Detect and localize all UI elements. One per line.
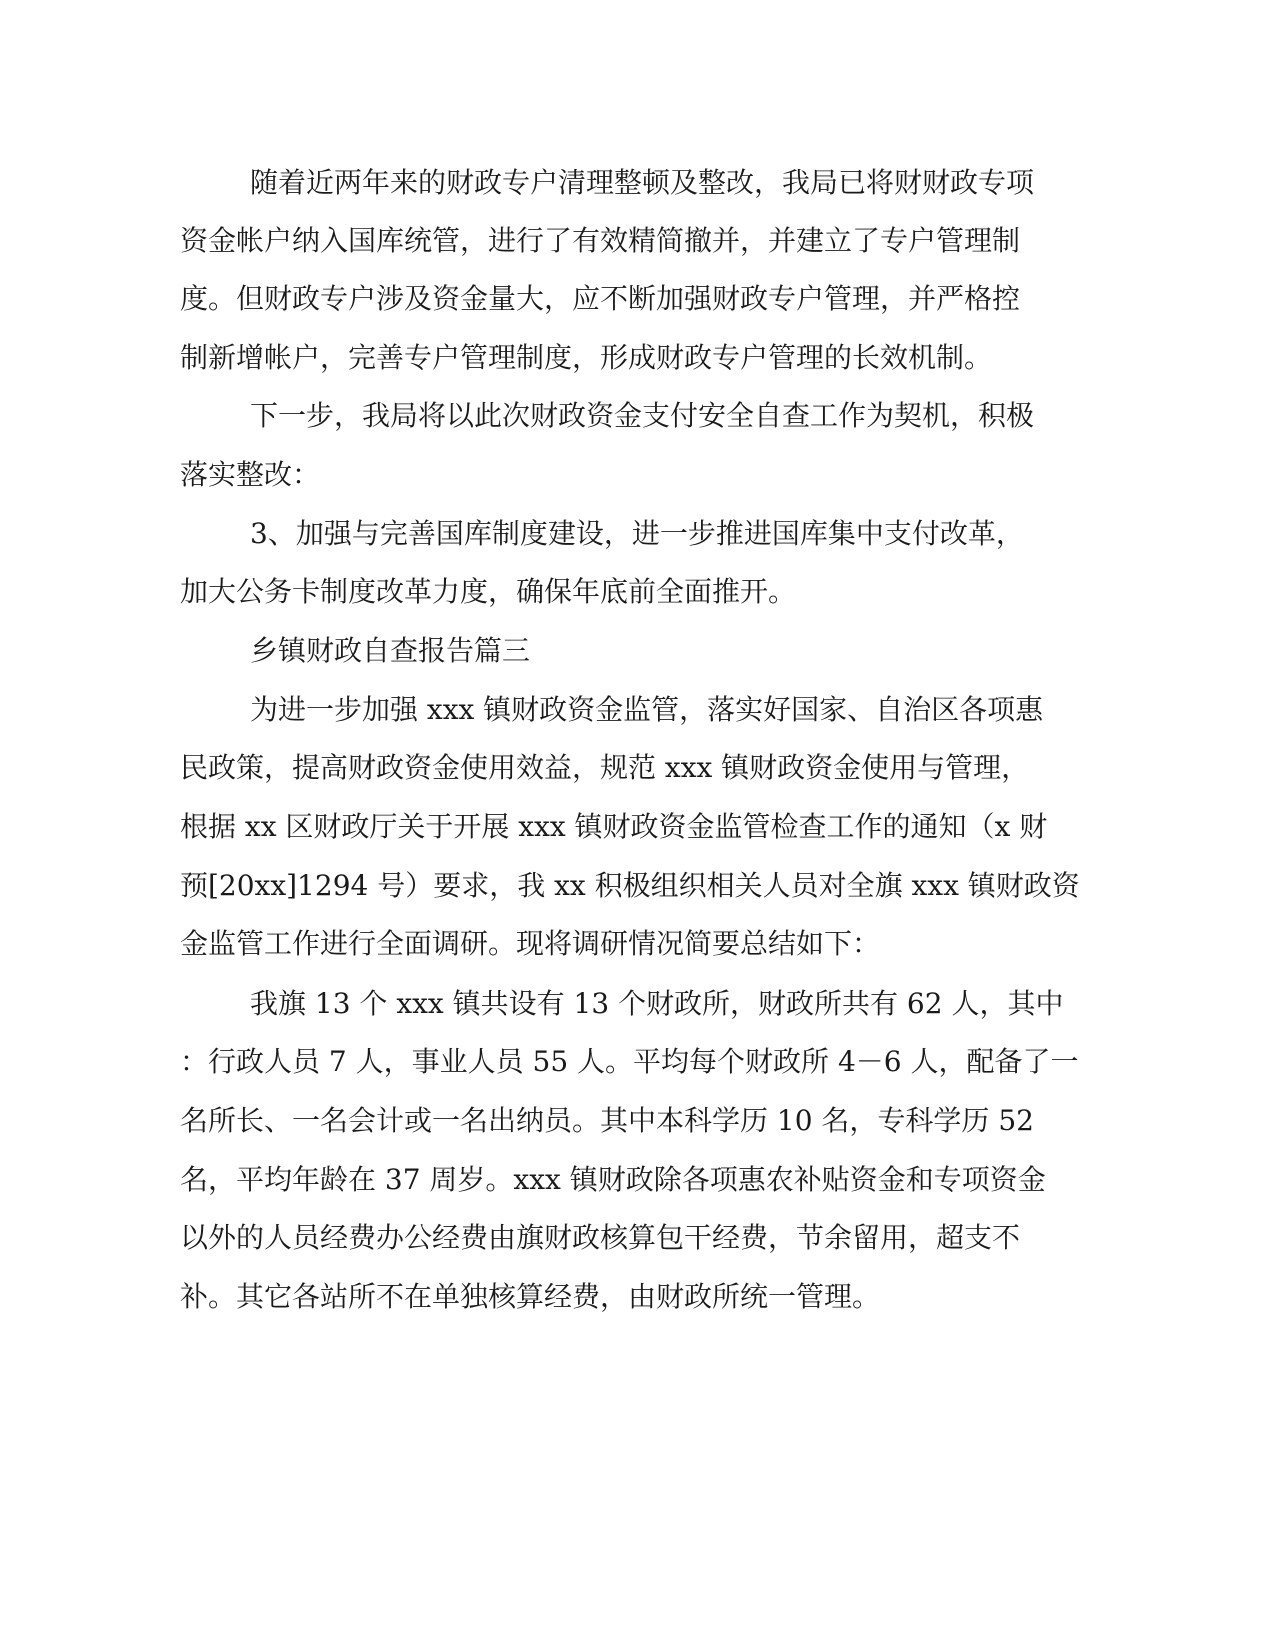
paragraph-4-line-2: 民政策，提高财政资金使用效益，规范 xxx 镇财政资金使用与管理， — [180, 751, 1030, 784]
paragraph-4-line-5: 金监管工作进行全面调研。现将调研情况简要总结如下： — [180, 927, 881, 960]
paragraph-4-line-1: 为进一步加强 xxx 镇财政资金监管，落实好国家、自治区各项惠 — [250, 693, 1044, 726]
paragraph-1-line-2: 资金帐户纳入国库统管，进行了有效精简撤并，并建立了专户管理制 — [180, 224, 1021, 257]
paragraph-4-line-3: 根据 xx 区财政厅关于开展 xxx 镇财政资金监管检查工作的通知（x 财 — [180, 810, 1048, 843]
paragraph-3-line-2: 加大公务卡制度改革力度，确保年底前全面推开。 — [180, 575, 797, 608]
paragraph-5-line-5: 以外的人员经费办公经费由旗财政核算包干经费，节余留用，超支不 — [180, 1221, 1021, 1254]
paragraph-5-line-6: 补。其它各站所不在单独核算经费，由财政所统一管理。 — [180, 1280, 881, 1313]
paragraph-3-line-1: 3、加强与完善国库制度建设，进一步推进国库集中支付改革， — [250, 517, 1024, 550]
paragraph-5-line-3: 名所长、一名会计或一名出纳员。其中本科学历 10 名，专科学历 52 — [180, 1104, 1034, 1137]
paragraph-1-line-4: 制新增帐户，完善专户管理制度，形成财政专户管理的长效机制。 — [180, 341, 993, 374]
section-heading: 乡镇财政自查报告篇三 — [250, 634, 531, 667]
paragraph-2-line-1: 下一步，我局将以此次财政资金支付安全自查工作为契机，积极 — [250, 399, 1035, 432]
paragraph-4-line-4: 预[20xx]1294 号）要求，我 xx 积极组织相关人员对全旗 xxx 镇财政资 — [180, 869, 1080, 902]
paragraph-5-line-4: 名，平均年龄在 37 周岁。xxx 镇财政除各项惠农补贴资金和专项资金 — [180, 1163, 1046, 1196]
paragraph-5-line-2: ：行政人员 7 人，事业人员 55 人。平均每个财政所 4－6 人，配备了一 — [180, 1045, 1079, 1078]
paragraph-1-line-3: 度。但财政专户涉及资金量大，应不断加强财政专户管理，并严格控 — [180, 282, 1021, 315]
paragraph-1-line-1: 随着近两年来的财政专户清理整顿及整改，我局已将财财政专项 — [250, 166, 1035, 199]
paragraph-5-line-1: 我旗 13 个 xxx 镇共设有 13 个财政所，财政所共有 62 人，其中 — [250, 987, 1064, 1020]
paragraph-2-line-2: 落实整改： — [180, 458, 321, 491]
